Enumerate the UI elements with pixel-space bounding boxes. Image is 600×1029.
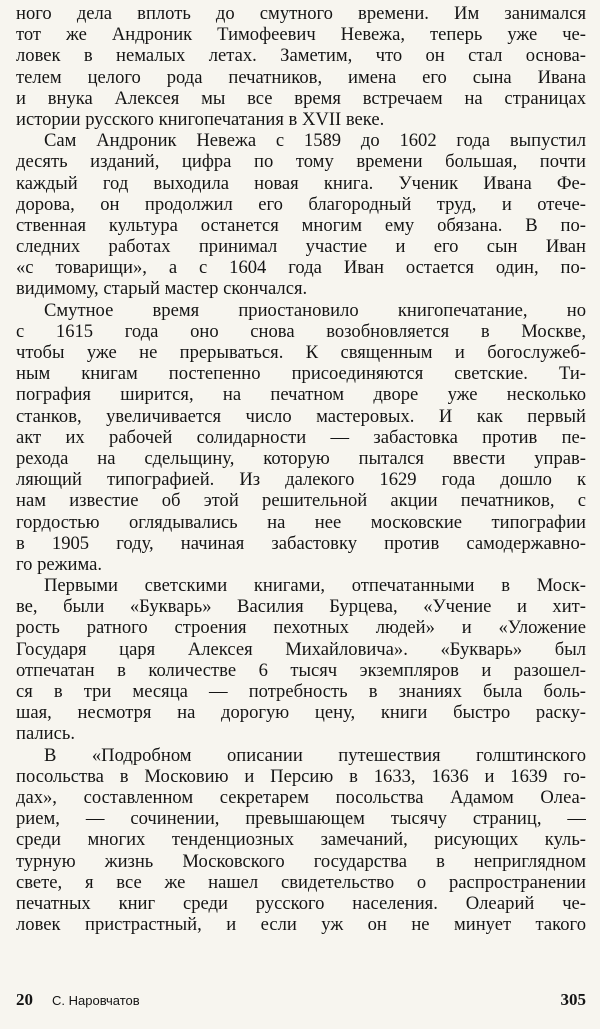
text-line: «с товарищи», а с 1604 года Иван остается один, по-	[16, 257, 586, 279]
text-line: пались.	[16, 723, 75, 745]
text-line: истории русского книгопечатания в XVII веке.	[16, 108, 385, 130]
text-line: среди многих тенденциозных замечаний, рисующих куль-	[16, 829, 586, 851]
running-author: С. Наровчатов	[52, 993, 140, 1008]
text-line: рием, — сочинении, превышающем тысячу страниц, —	[16, 808, 586, 830]
page-number: 20	[16, 990, 33, 1009]
text-line: в 1905 году, начиная забастовку против самодержавно-	[16, 532, 586, 554]
signature-code: 305	[560, 990, 586, 1009]
text-line: рость ратного строения пехотных людей» и «Уложение	[16, 617, 586, 639]
page-footer	[16, 990, 586, 1014]
text-line: ного дела вплоть до смутного времени. Им занимался	[16, 3, 586, 24]
text-line: турную жизнь Московского государства в неприглядном	[16, 850, 586, 872]
text-line: пография ширится, на печатном дворе уже несколько	[16, 384, 586, 406]
text-line: нам известие об этой решительной акции печатников, с	[16, 490, 586, 512]
text-line: шая, несмотря на дорогую цену, книги быстро раску-	[16, 702, 586, 724]
text-line: печатных книг среди русского населения. Олеарий че-	[16, 892, 586, 914]
text-line: дорова, он продолжил его благородный труд, и отече-	[16, 193, 586, 215]
text-line: каждый год выходила новая книга. Ученик Ивана Фе-	[16, 172, 586, 194]
text-line: телем целого рода печатников, имена его сына Ивана	[16, 66, 586, 88]
text-line: ственная культура останется многим ему обязана. В по-	[16, 214, 586, 236]
text-line: и внука Алексея мы все время встречаем на страницах	[16, 87, 586, 109]
text-line: десять изданий, цифра по тому времени большая, почти	[16, 151, 586, 173]
text-line: В «Подробном описании путешествия голштинского	[44, 744, 586, 766]
text-line: ловек в немалых летах. Заметим, что он стал основа-	[16, 45, 586, 67]
text-line: Государя царя Алексея Михайловича». «Букварь» был	[16, 638, 586, 660]
text-line: Первыми светскими книгами, отпечатанными в Моск-	[44, 575, 586, 597]
text-line: Сам Андроник Невежа с 1589 до 1602 года выпустил	[44, 130, 586, 152]
text-line: ве, были «Букварь» Василия Бурцева, «Учение и хит-	[16, 596, 586, 618]
text-line: рехода на сдельщину, которую пытался ввести управ-	[16, 447, 586, 469]
text-line: тот же Андроник Тимофеевич Невежа, теперь уже че-	[16, 24, 586, 46]
text-line: станков, увеличивается число мастеровых. И как первый	[16, 405, 586, 427]
text-line: с 1615 года оно снова возобновляется в Москве,	[16, 320, 586, 342]
text-line: видимому, старый мастер скончался.	[16, 278, 308, 300]
text-line: чтобы уже не прерываться. К священным и богослужеб-	[16, 342, 586, 363]
text-line: ным книгам постепенно присоединяются светские. Ти-	[16, 363, 586, 385]
page-text	[16, 3, 586, 935]
text-line: свете, я все же нашел свидетельство о распространении	[16, 871, 586, 893]
text-line: дах», составленном секретарем посольства Адамом Олеа-	[16, 786, 586, 808]
text-line: ляющий типографией. Из далекого 1629 года дошло к	[16, 469, 586, 491]
text-line: акт их рабочей солидарности — забастовка против пе-	[16, 426, 586, 448]
text-line: го режима.	[16, 553, 102, 575]
text-line: следних работах принимал участие и его сын Иван	[16, 236, 586, 258]
text-line: ловек пристрастный, и если уж он не минует такого	[16, 914, 586, 936]
text-line: посольства в Московию и Персию в 1633, 1636 и 1639 го-	[16, 765, 586, 787]
text-line: гордостью оглядывались на нее московские типографии	[16, 511, 586, 533]
text-line: отпечатан в количестве 6 тысяч экземпляров и разошел-	[16, 659, 586, 681]
text-line: ся в три месяца — потребность в знаниях была боль-	[16, 681, 586, 702]
text-line: Смутное время приостановило книгопечатание, но	[44, 299, 586, 321]
